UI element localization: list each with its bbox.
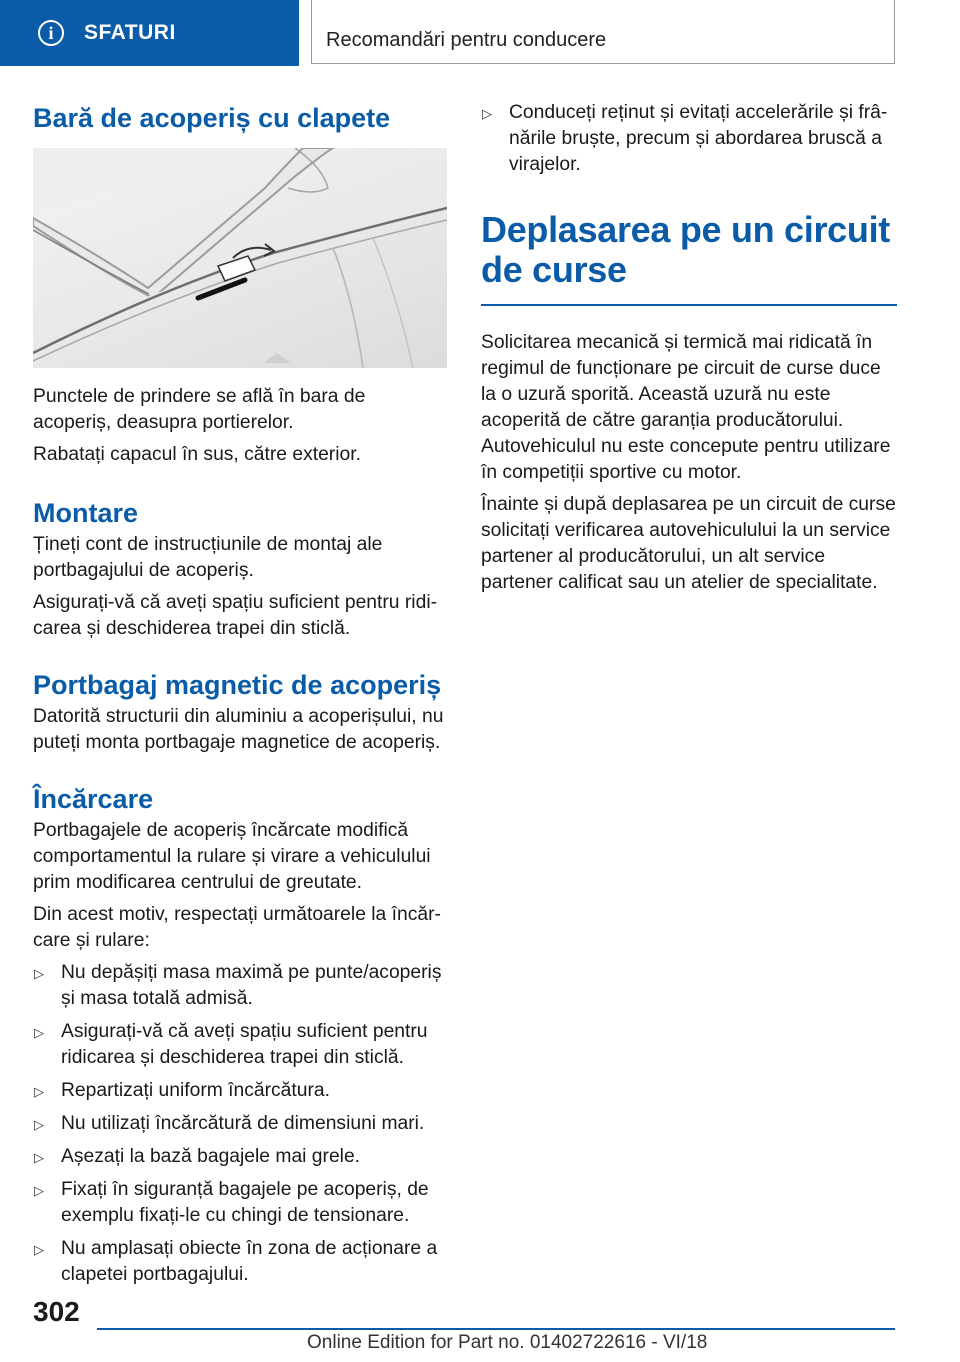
paragraph-mount-space: Asigurați-vă că aveți spațiu suficient pentru ridicarea și deschiderea trapei din sticlă. [33,592,438,639]
info-icon: i [38,20,64,46]
left-column [33,100,447,1288]
triangle-bullet-icon: ▷ [34,1150,44,1165]
list-item: ▷ Conduceți reținut și evitați accelerările și frânările bruște, precum și abordarea bruscă a virajelor. [482,102,888,175]
header-section-tab [0,0,299,66]
triangle-bullet-icon: ▷ [34,966,44,981]
triangle-bullet-icon: ▷ [34,1025,44,1040]
list-item: ▷ Fixați în siguranță bagajele pe acoperiș, de exemplu fixați-le cu chingi de tensionare. [34,1179,429,1226]
header-section-label: SFATURI [84,21,176,44]
triangle-bullet-icon: ▷ [34,1084,44,1099]
list-item: ▷ Asigurați-vă că aveți spațiu suficient pentru ridicarea și deschiderea trapei din sticlă. [34,1021,428,1068]
heading-magnetic: Portbagaj magnetic de acoperiș [33,670,442,700]
list-item: ▷ Nu depășiți masa maximă pe punte/acoperiș și masa totală admisă. [34,962,442,1009]
list-item: ▷ Nu amplasați obiecte în zona de acționare a clapetei portbagajului. [34,1238,438,1285]
paragraph-mount-instructions: Țineți cont de instrucțiunile de montaj ale portbagajului de acoperiș. [33,534,383,581]
list-item: ▷ Așezați la bază bagajele mai grele. [33,1144,447,1170]
heading-loading: Încărcare [33,784,154,814]
loading-bullet-list [33,960,447,1288]
right-column [481,100,897,596]
header-title: Recomandări pentru conducere [326,29,607,51]
paragraph-track-wear: Solicitarea mecanică și termică mai ridicată în regimul de funcționare pe circuit de curse duce la o uzură sporită. Această uzură nu este acoperită de către garanția producătorului. Autovehiculul nu este concepute pentru utilizare în competiții sportive cu motor. [481,332,891,483]
triangle-bullet-icon: ▷ [482,106,492,121]
driving-bullet-list [481,100,897,178]
heading-divider [481,304,897,306]
triangle-bullet-icon: ▷ [34,1117,44,1132]
heading-roof-bar: Bară de acoperiș cu clapete [33,103,391,133]
list-item: ▷ Nu utilizați încărcătură de dimensiuni mari. [33,1111,447,1137]
paragraph-track-inspection: Înainte și după deplasarea pe un circuit de curse solicitați verificarea autovehiculului la un service partener al producătorului, un alt service partener calificat sau un atelier de specialitate. [481,494,896,593]
paragraph-loading-effect: Portbagajele de acoperiș încărcate modifică comportamentul la rulare și virare a vehiculului prim modificarea centrului de greutate. [33,820,431,893]
list-item: ▷ Repartizați uniform încărcătura. [33,1078,447,1104]
paragraph-attach-points: Punctele de prindere se află în bara de acoperiș, deasupra portierelor. [33,386,366,433]
roof-bar-drawing [33,148,447,368]
heading-race-track: Deplasarea pe un circuit de curse [481,209,890,290]
heading-mounting: Montare [33,498,139,528]
roof-bar-illustration [33,148,447,368]
page-number: 302 [33,1296,80,1327]
triangle-bullet-icon: ▷ [34,1242,44,1257]
paragraph-magnetic: Datorită structurii din aluminiu a acoperișului, nu puteți monta portbagaje magnetice de acoperiș. [33,706,444,753]
paragraph-fold-cover: Rabatați capacul în sus, către exterior. [33,444,361,465]
paragraph-loading-rules: Din acest motiv, respectați următoarele la încărcare și rulare: [33,904,441,951]
footer-edition: Online Edition for Part no. 01402722616 - VI/18 [307,1332,708,1353]
triangle-bullet-icon: ▷ [34,1183,44,1198]
footer-divider [97,1328,895,1330]
